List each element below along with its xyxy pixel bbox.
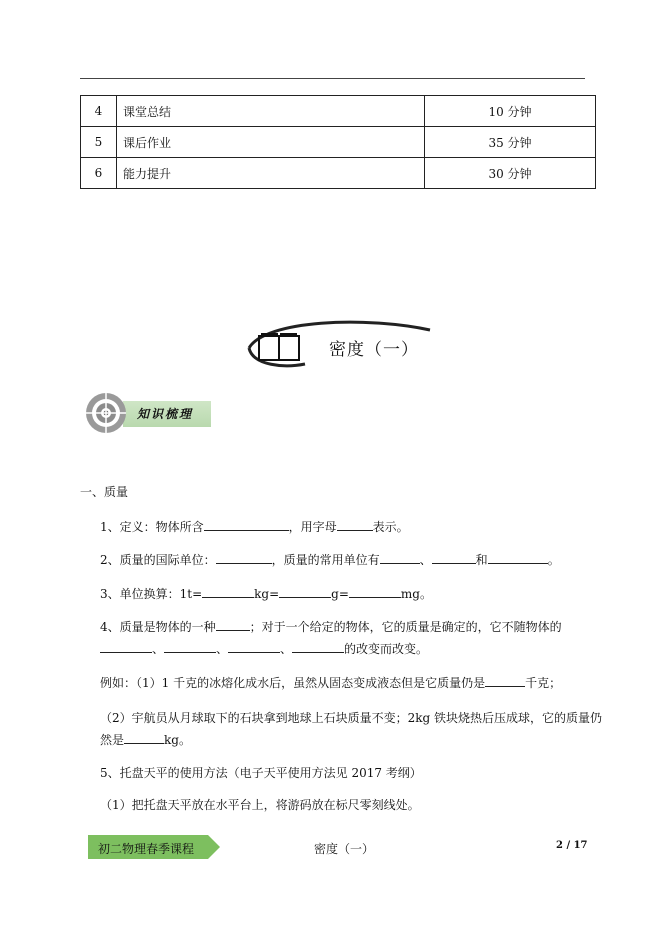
blank	[124, 731, 164, 744]
section-title-text: 密度（一）	[329, 340, 419, 360]
blank	[337, 518, 373, 531]
line-conversion	[100, 585, 432, 602]
text: kg。	[164, 733, 191, 747]
blank	[228, 640, 280, 653]
row-number: 4	[81, 96, 117, 127]
blank	[349, 585, 401, 598]
line-example-2-cont	[100, 731, 191, 748]
text: ；对于一个给定的物体，它的质量是确定的，它不随物体的	[249, 620, 562, 634]
text: 、	[280, 642, 293, 656]
text: 2、质量的国际单位：	[100, 553, 216, 567]
line-example-2: （2）宇航员从月球取下的石块拿到地球上石块质量不变；2kg 铁块烧热后压成球，它的质量仍	[100, 711, 603, 725]
line-si-unit	[100, 551, 560, 568]
text: 表示。	[372, 520, 409, 534]
text: 然是	[100, 733, 125, 747]
text: 千克；	[525, 676, 562, 690]
footer-course: 初二物理春季课程	[98, 842, 195, 856]
blank	[292, 640, 344, 653]
heading-mass: 一、质量	[80, 485, 129, 499]
blank	[100, 640, 152, 653]
row-time: 30 分钟	[425, 158, 596, 189]
text: 和	[475, 553, 488, 567]
text: kg=	[254, 587, 280, 601]
row-time: 10 分钟	[425, 96, 596, 127]
blank	[485, 674, 525, 687]
line-balance-step-1: （1）把托盘天平放在水平台上，将游码放在标尺零刻线处。	[100, 798, 420, 812]
text: 、	[419, 553, 432, 567]
row-item: 课堂总结	[117, 96, 425, 127]
blank	[380, 551, 420, 564]
target-icon	[85, 392, 131, 438]
table-row	[81, 96, 596, 127]
blank	[488, 551, 548, 564]
footer-title: 密度（一）	[314, 842, 375, 856]
blank	[432, 551, 476, 564]
text: 的改变而改变。	[344, 642, 429, 656]
text: 3、单位换算：1t=	[100, 587, 203, 601]
badge-text: 知识梳理	[137, 407, 194, 421]
blank	[216, 551, 272, 564]
text: ，用字母	[288, 520, 337, 534]
knowledge-badge	[85, 392, 215, 434]
text: 例如：（1）1 千克的冰熔化成水后，虽然从固态变成液态但是它质量仍是	[100, 676, 486, 690]
section-title	[245, 318, 435, 368]
header-rule	[80, 78, 585, 79]
blank	[202, 585, 254, 598]
text: mg。	[400, 587, 432, 601]
text: 、	[152, 642, 165, 656]
row-time: 35 分钟	[425, 127, 596, 158]
text: 1、定义：物体所含	[100, 520, 204, 534]
table-row	[81, 127, 596, 158]
schedule-table	[80, 95, 596, 189]
page-number: 2 / 17	[556, 840, 588, 851]
table-row	[81, 158, 596, 189]
blank	[279, 585, 331, 598]
text: g=	[331, 587, 349, 601]
text: ，质量的常用单位有	[271, 553, 380, 567]
row-item: 课后作业	[117, 127, 425, 158]
blank	[216, 618, 250, 631]
line-balance-method: 5、托盘天平的使用方法（电子天平使用方法见 2017 考纲）	[100, 766, 422, 780]
line-definition	[100, 518, 409, 535]
blank	[164, 640, 216, 653]
text: 、	[216, 642, 229, 656]
text: 4、质量是物体的一种	[100, 620, 216, 634]
row-item: 能力提升	[117, 158, 425, 189]
line-property-cont	[100, 640, 428, 657]
line-example-1	[100, 674, 561, 691]
footer-course-tag	[88, 835, 220, 859]
line-property	[100, 618, 562, 635]
text: 。	[547, 553, 560, 567]
blank	[204, 518, 289, 531]
row-number: 5	[81, 127, 117, 158]
row-number: 6	[81, 158, 117, 189]
